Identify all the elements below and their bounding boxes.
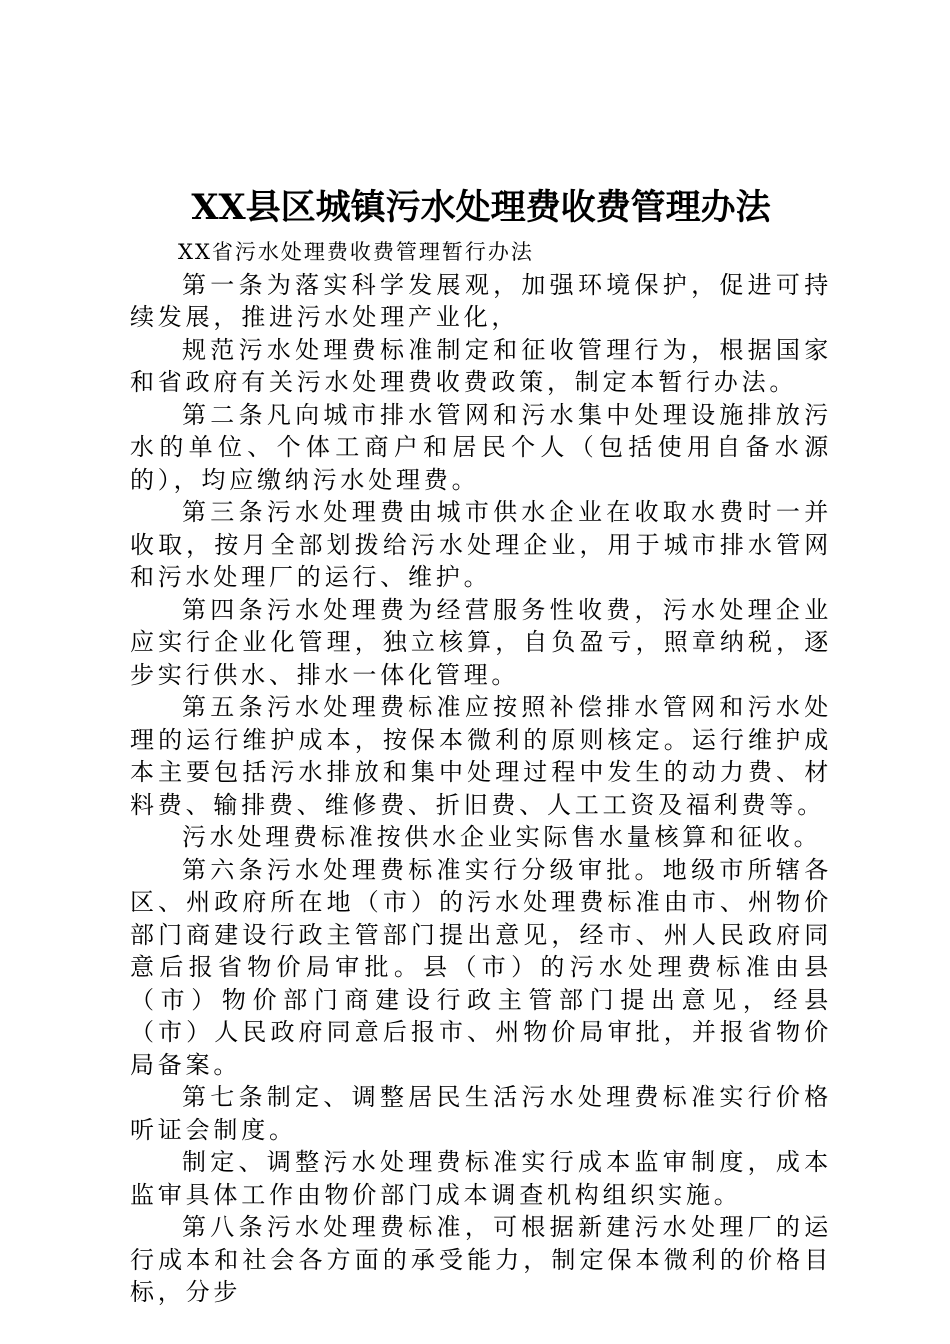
document-title: XX县区城镇污水处理费收费管理办法 (191, 187, 771, 228)
subtitle-paragraph: XX省污水处理费收费管理暂行办法 (178, 240, 534, 264)
article-2-paragraph: 第二条凡向城市排水管网和污水集中处理设施排放污水的单位、个体工商户和居民个人（包括使用自备水源的），均应缴纳污水处理费。 (130, 400, 832, 494)
article-8-paragraph: 第八条污水处理费标准，可根据新建污水处理厂的运行成本和社会各方面的承受能力，制定保本微利的价格目标，分步 (130, 1213, 832, 1306)
article-1-continued-paragraph: 规范污水处理费标准制定和征收管理行为，根据国家和省政府有关污水处理费收费政策，制定本暂行办法。 (130, 335, 832, 396)
article-5-paragraph: 第五条污水处理费标准应按照补偿排水管网和污水处理的运行维护成本，按保本微利的原则核定。运行维护成本主要包括污水排放和集中处理过程中发生的动力费、材料费、输排费、维修费、折旧费、人工工资及福利费等。 (130, 693, 832, 819)
article-6-paragraph: 第六条污水处理费标准实行分级审批。地级市所辖各区、州政府所在地（市）的污水处理费标准由市、州物价部门商建设行政主管部门提出意见，经市、州人民政府同意后报省物价局审批。县（市）的污水处理费标准由县（市）物价部门商建设行政主管部门提出意见，经县（市）人民政府同意后报市、州物价局审批，并报省物价局备案。 (130, 855, 832, 1079)
document-body (130, 236, 832, 1309)
article-1-paragraph: 第一条为落实科学发展观，加强环境保护，促进可持续发展，推进污水处理产业化， (130, 270, 832, 331)
article-3-paragraph: 第三条污水处理费由城市供水企业在收取水费时一并收取，按月全部划拨给污水处理企业，用于城市排水管网和污水处理厂的运行、维护。 (130, 498, 832, 591)
article-7-paragraph: 第七条制定、调整居民生活污水处理费标准实行价格听证会制度。 (130, 1083, 832, 1144)
article-5-continued-paragraph: 污水处理费标准按供水企业实际售水量核算和征收。 (182, 823, 822, 851)
article-7-continued-paragraph: 制定、调整污水处理费标准实行成本监审制度，成本监审具体工作由物价部门成本调查机构组织实施。 (130, 1148, 832, 1209)
article-4-paragraph: 第四条污水处理费为经营服务性收费，污水处理企业应实行企业化管理，独立核算，自负盈亏，照章纳税，逐步实行供水、排水一体化管理。 (130, 595, 832, 689)
